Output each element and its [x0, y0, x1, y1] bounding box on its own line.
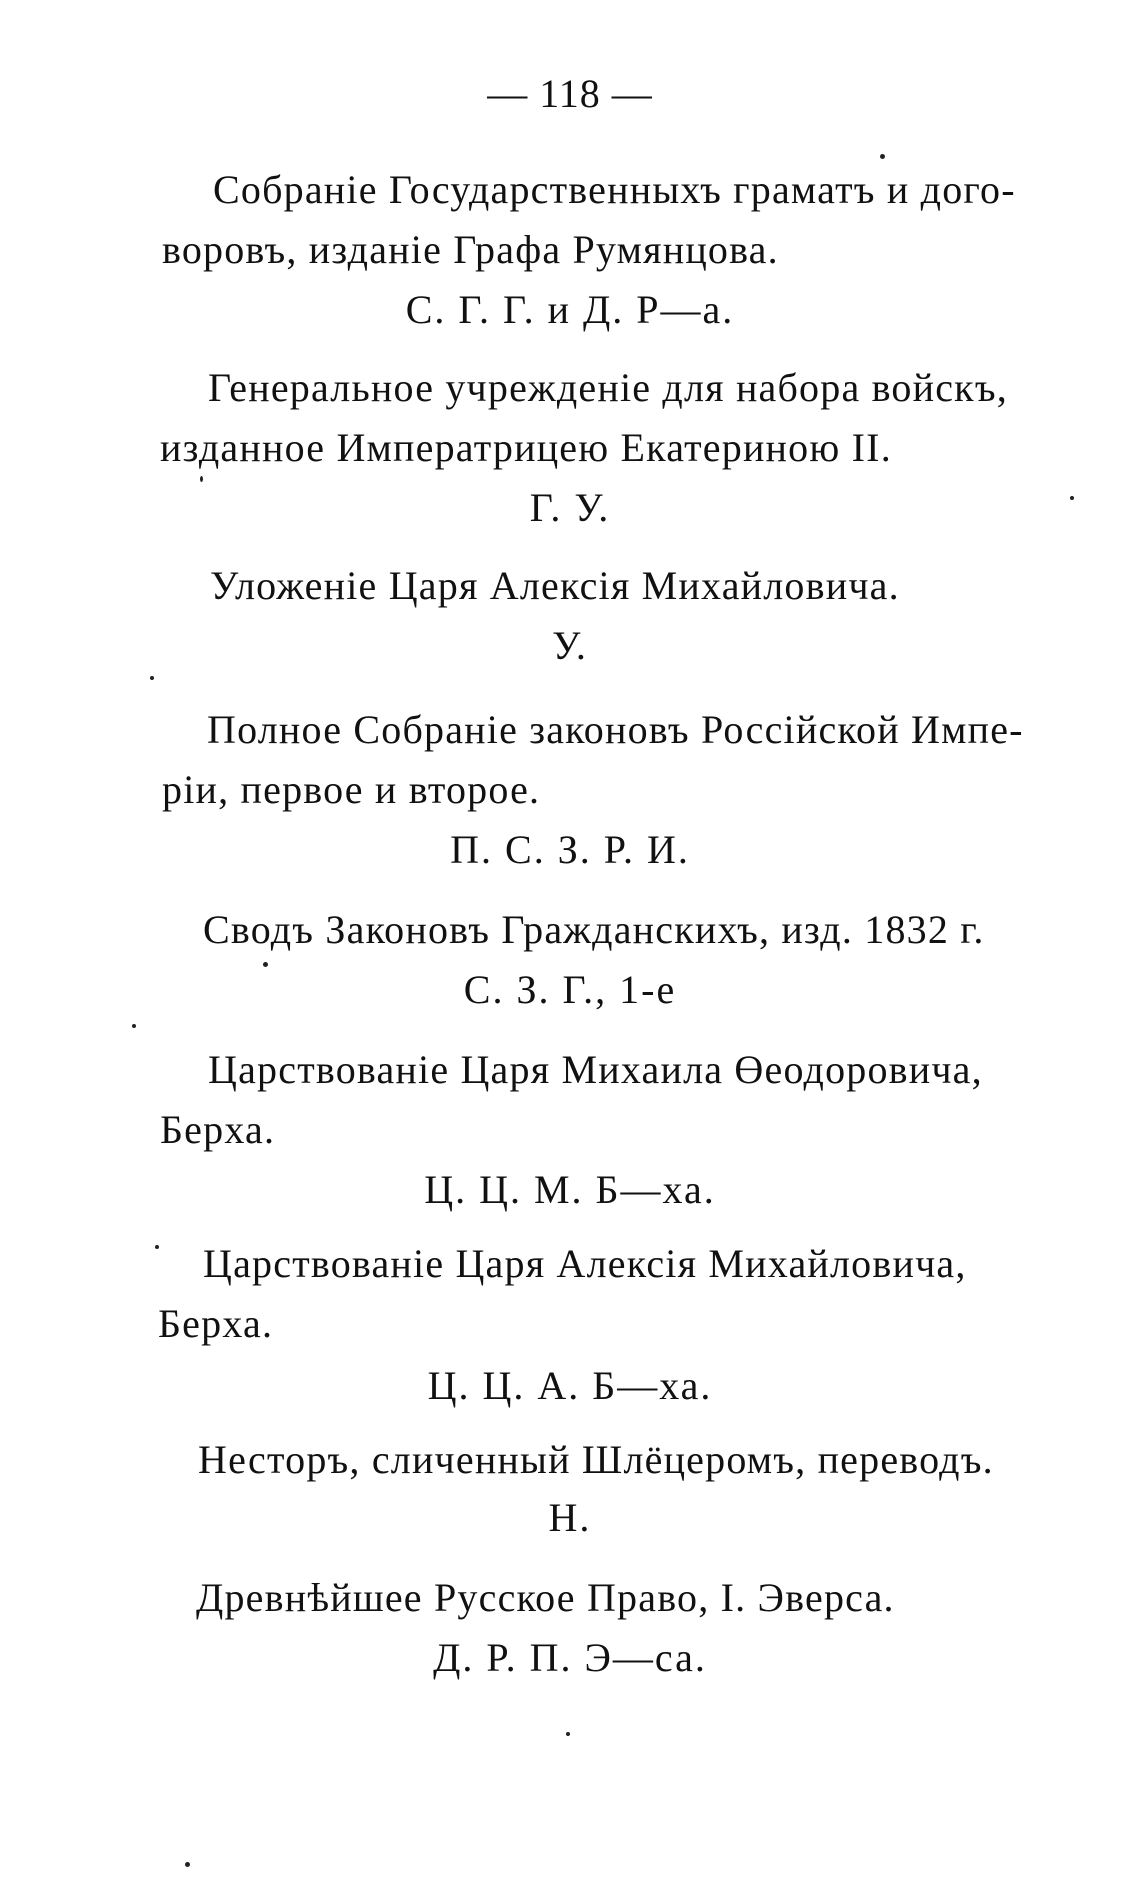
page-number: — 118 — [487, 71, 653, 116]
scan-speck [566, 1732, 570, 1736]
scan-speck [185, 1862, 190, 1867]
entry-2-abbreviation: Г. У. [529, 485, 611, 530]
entry-7-line-2: Берха. [158, 1301, 274, 1346]
entry-2-line-2: изданное Императрицею Екатериною II. [160, 425, 892, 470]
entry-7-abbreviation: Ц. Ц. А. Б—ха. [427, 1363, 713, 1408]
entry-9-abbreviation: Д. Р. П. Э—са. [433, 1635, 707, 1680]
entry-6-line-2: Берха. [160, 1107, 276, 1152]
entry-8-line-1: Несторъ, сличенный Шлёцеромъ, переводъ. [198, 1437, 994, 1482]
entry-3-line-1: Уложеніе Царя Алексія Михайловича. [210, 563, 900, 608]
entry-1-line-1 [213, 166, 1063, 214]
entry-4-abbreviation: П. С. З. Р. И. [450, 827, 690, 872]
scan-speck [150, 676, 154, 680]
scan-speck [1070, 496, 1074, 500]
entry-9-line-1: Древнѣйшее Русское Право, І. Эверса. [196, 1575, 895, 1620]
scan-speck [880, 154, 885, 159]
entry-5-abbreviation: С. З. Г., 1-е [463, 967, 677, 1012]
entry-4-line-1: Полное Собраніе законовъ Россійской Импе- [207, 707, 1024, 752]
scan-speck [200, 476, 203, 482]
entry-2-line-1: Генеральное учрежденіе для набора войскъ, [208, 365, 1008, 410]
entry-1-line-1-text: Собраніе Государственныхъ граматъ и дого- [213, 167, 1016, 212]
scan-speck [132, 1024, 136, 1028]
entry-8-abbreviation: Н. [548, 1495, 592, 1540]
entry-6-abbreviation: Ц. Ц. М. Б—ха. [424, 1167, 716, 1212]
entry-1-line-2: воровъ, изданіе Графа Румянцова. [162, 227, 779, 272]
scan-speck [155, 1245, 159, 1249]
entry-4-line-2: ріи, первое и второе. [162, 767, 541, 812]
entry-6-line-1: Царствованіе Царя Михаила Өеодоровича, [208, 1047, 983, 1092]
entry-3-abbreviation: У. [552, 623, 588, 668]
entry-5-line-1: Сводъ Законовъ Гражданскихъ, изд. 1832 г. [203, 907, 985, 952]
entry-7-line-1: Царствованіе Царя Алексія Михайловича, [203, 1241, 967, 1286]
scan-speck [263, 962, 268, 967]
entry-1-abbreviation: С. Г. Г. и Д. Р—а. [405, 287, 735, 332]
